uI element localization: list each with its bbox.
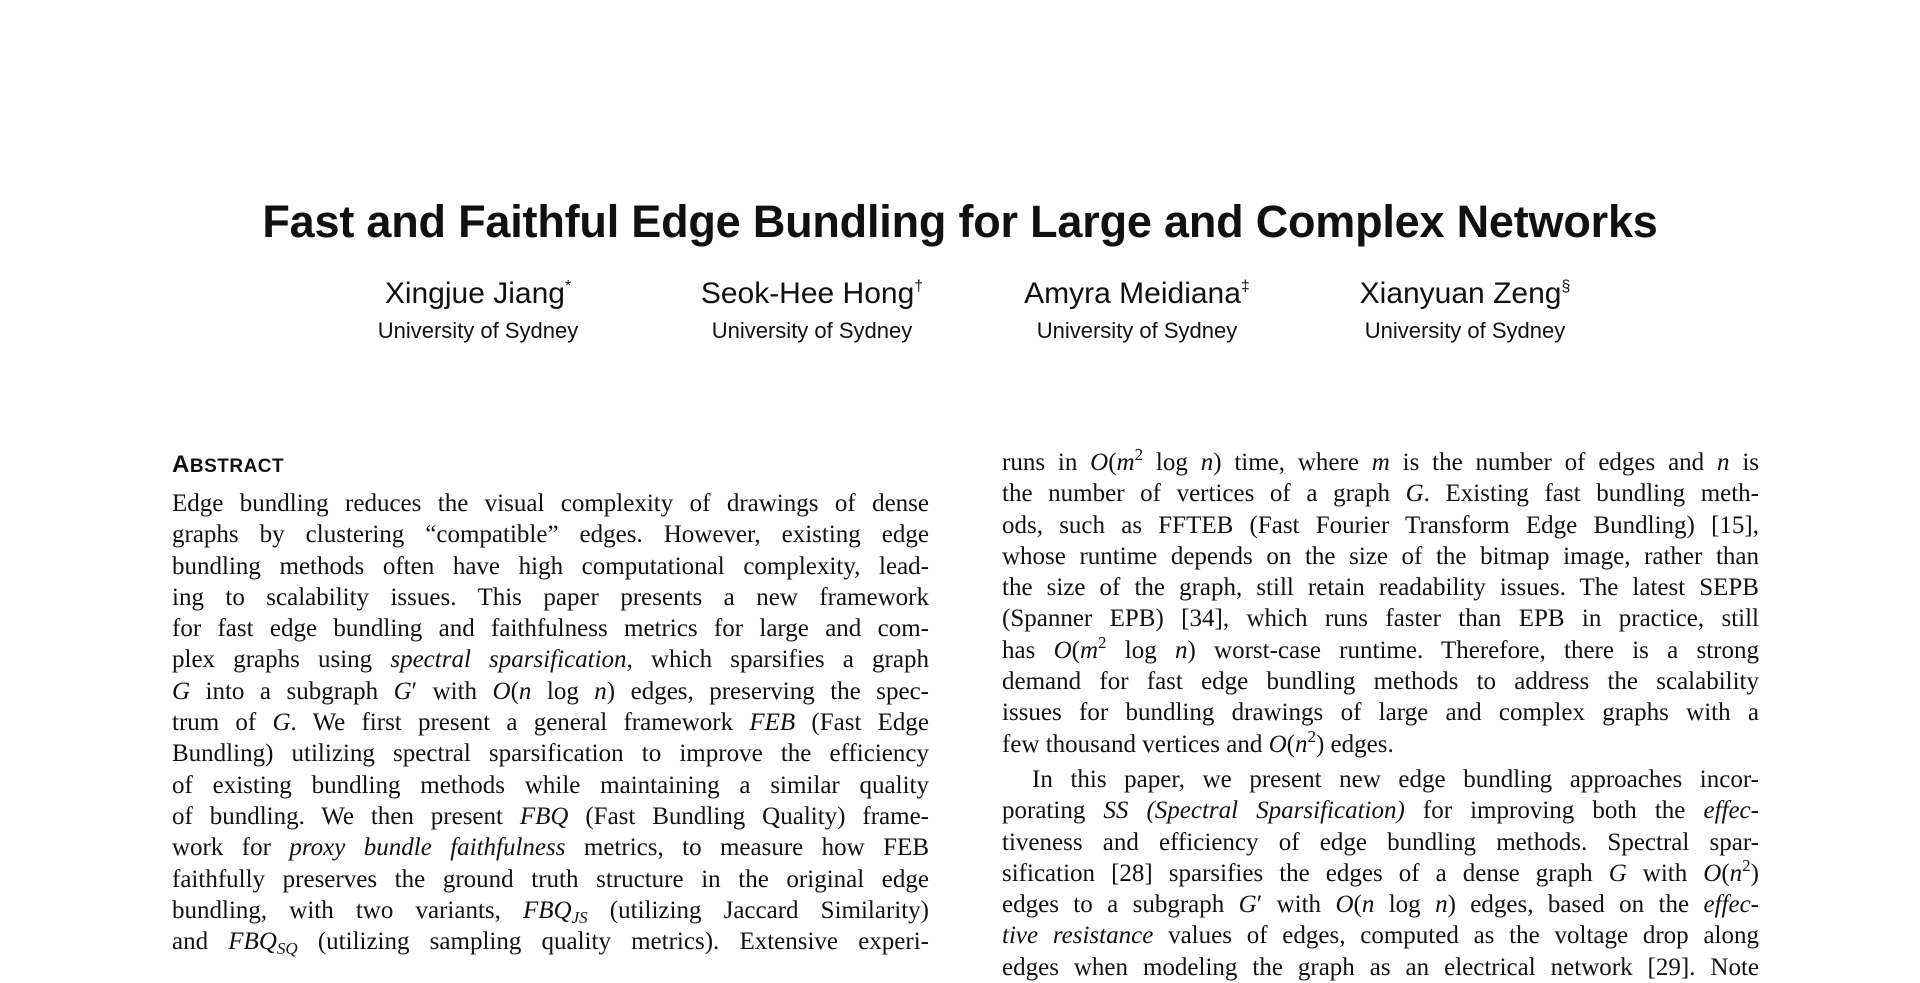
text-line: edges when modeling the graph as an electrical network [29]. Note bbox=[1002, 953, 1759, 981]
text-line: G into a subgraph G′ with O(n log n) edges, preserving the spec- bbox=[172, 677, 929, 705]
text-line: bundling methods often have high computational complexity, lead- bbox=[172, 552, 929, 580]
left-column bbox=[172, 450, 929, 957]
author-affiliation: University of Sydney bbox=[1036, 318, 1238, 343]
author-4 bbox=[1305, 276, 1625, 346]
text-line: for fast edge bundling and faithfulness metrics for large and com- bbox=[172, 615, 929, 643]
abstract-heading: ABSTRACT bbox=[172, 451, 285, 478]
text-line: work for proxy bundle faithfulness metrics, to measure how FEB bbox=[172, 834, 929, 862]
text-line: demand for fast edge bundling methods to address the scalability bbox=[1002, 668, 1759, 696]
intro-body bbox=[1002, 447, 1759, 983]
text-line: faithfully preserves the ground truth structure in the original edge bbox=[172, 865, 929, 893]
author-name: Xianyuan Zeng§ bbox=[1359, 277, 1571, 310]
author-affiliation: University of Sydney bbox=[1364, 318, 1566, 343]
text-line: ods, such as FFTEB (Fast Fourier Transform Edge Bundling) [15], bbox=[1002, 511, 1759, 539]
text-line: bundling, with two variants, $FBQ_{JS}$ (utilizing Jaccard Similarity) bbox=[172, 896, 929, 927]
text-line: trum of G. We first present a general framework FEB (Fast Edge bbox=[172, 709, 929, 737]
author-block bbox=[0, 276, 1920, 356]
author-affiliation: University of Sydney bbox=[711, 318, 913, 343]
text-line: issues for bundling drawings of large and complex graphs with a bbox=[1002, 699, 1759, 727]
author-name: Seok-Hee Hong† bbox=[700, 277, 924, 310]
text-line: graphs by clustering “compatible” edges. However, existing edge bbox=[172, 521, 929, 549]
text-line: plex graphs using spectral sparsification, which sparsifies a graph bbox=[172, 646, 929, 674]
paper-title: Fast and Faithful Edge Bundling for Large and Complex Networks bbox=[262, 196, 1658, 247]
author-1 bbox=[318, 276, 638, 346]
text-line: tive resistance values of edges, computed as the voltage drop along bbox=[1002, 922, 1759, 950]
text-line: whose runtime depends on the size of the bitmap image, rather than bbox=[1002, 542, 1759, 570]
text-line: tiveness and efficiency of edge bundling methods. Spectral spar- bbox=[1002, 828, 1759, 856]
text-line: ing to scalability issues. This paper presents a new framework bbox=[172, 583, 929, 611]
text-line: (Spanner EPB) [34], which runs faster than EPB in practice, still bbox=[1002, 605, 1759, 633]
text-line: edges to a subgraph G′ with O(n log n) edges, based on the effec- bbox=[1002, 891, 1759, 919]
text-line: of bundling. We then present FBQ (Fast Bundling Quality) frame- bbox=[172, 802, 929, 830]
text-line: porating SS (Spectral Sparsification) for improving both the effec- bbox=[1002, 797, 1759, 825]
text-line: few thousand vertices and $O(n^2)$ edges. bbox=[1002, 728, 1394, 758]
author-3 bbox=[977, 276, 1297, 346]
text-line: of existing bundling methods while maintaining a similar quality bbox=[172, 771, 929, 799]
author-2 bbox=[652, 276, 972, 346]
text-line: runs in $O(m^2$ log n) time, where m is the number of edges and n is bbox=[1002, 447, 1759, 476]
text-line: the number of vertices of a graph G. Existing fast bundling meth- bbox=[1002, 480, 1759, 508]
text-line: Edge bundling reduces the visual complexity of drawings of dense bbox=[172, 490, 929, 517]
text-line: sification [28] sparsifies the edges of a dense graph G with $O(n^2)$ bbox=[1002, 857, 1759, 887]
author-name: Amyra Meidiana‡ bbox=[1024, 277, 1250, 310]
author-name: Xingjue Jiang* bbox=[384, 277, 572, 310]
text-line: the size of the graph, still retain readability issues. The latest SEPB bbox=[1002, 574, 1759, 602]
abstract-body bbox=[172, 488, 929, 957]
text-line: and $FBQ_{SQ}$ (utilizing sampling quality metrics). Extensive experi- bbox=[172, 928, 929, 958]
text-line: Bundling) utilizing spectral sparsification to improve the efficiency bbox=[172, 740, 929, 768]
text-line: has $O(m^2$ log n) worst-case runtime. Therefore, there is a strong bbox=[1002, 634, 1759, 664]
right-column bbox=[1002, 447, 1759, 983]
author-affiliation: University of Sydney bbox=[377, 318, 579, 343]
text-line: In this paper, we present new edge bundling approaches incor- bbox=[1032, 765, 1759, 793]
